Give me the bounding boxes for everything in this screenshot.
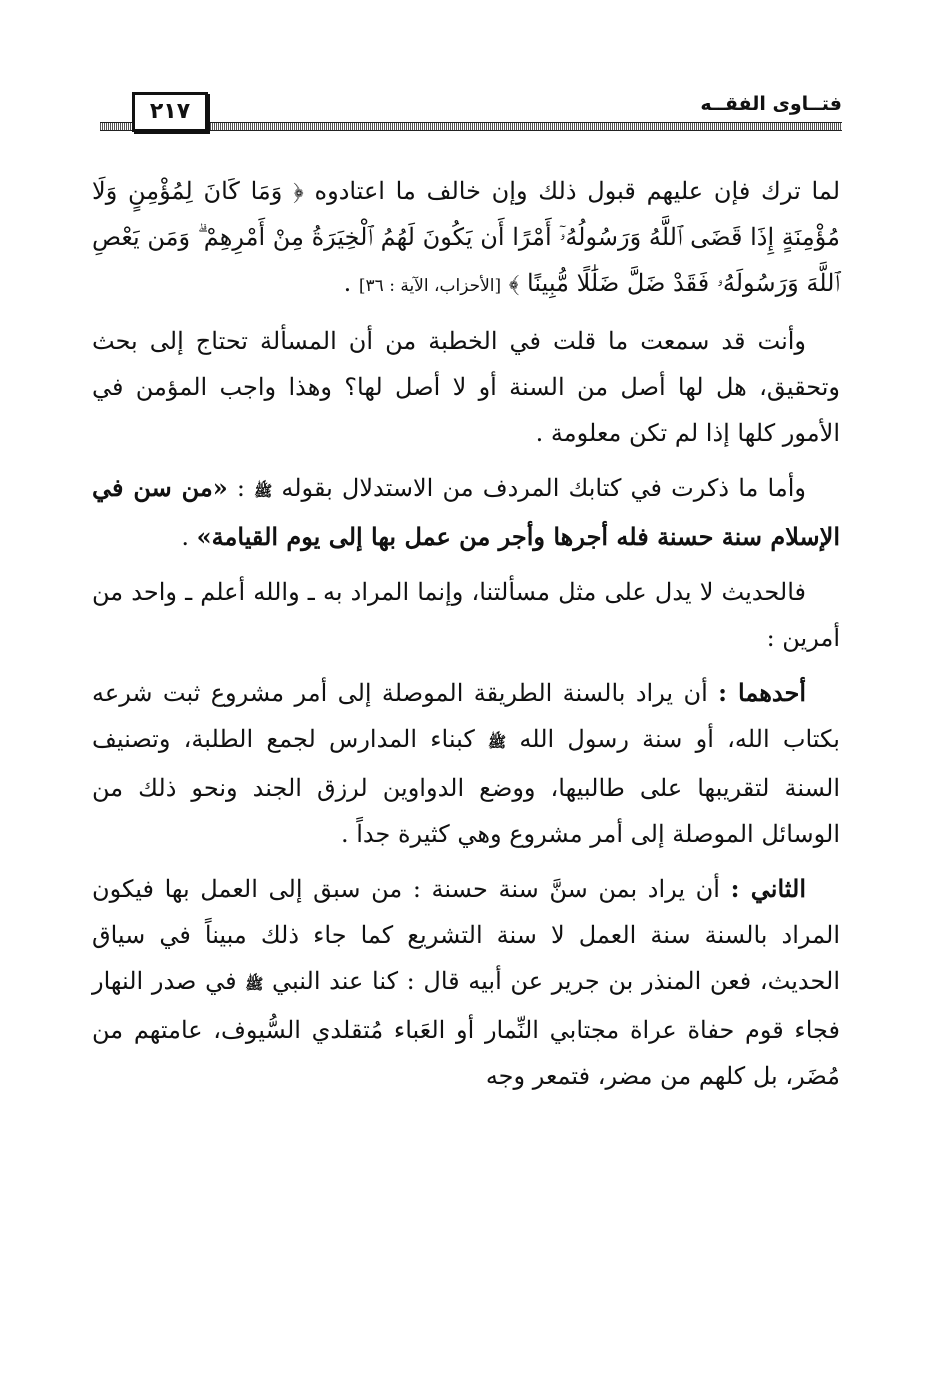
paragraph-sermon bbox=[92, 318, 840, 456]
salutation-glyph: ﷺ bbox=[245, 975, 264, 993]
lead-word: أحدهما : bbox=[718, 678, 806, 707]
paragraph-text-continued: كبناء المدارس لجمع الطلبة، وتصنيف السنة لتقريبها على طالبيها، ووضع الدواوين لرزق الجند ونحو ذلك من الوسائل الموصلة إلى أمر مشروع وهي كثيرة جداً . bbox=[92, 725, 840, 848]
book-title: فتــاوى الفقــه bbox=[690, 90, 842, 118]
salutation-glyph: ﷺ bbox=[254, 482, 273, 500]
page-number: ٢١٧ bbox=[132, 92, 208, 132]
paragraph-text: فالحديث لا يدل على مثل مسألتنا، وإنما المراد به ـ والله أعلم ـ واحد من أمرين : bbox=[92, 578, 840, 652]
paragraph-text-continued: في صدر النهار فجاء قوم حفاة عراة مجتابي النِّمار أو العَباء مُتقلدي السُّيوف، عامتهم من مُضَر، بل كلهم من مضر، فتمعر وجه bbox=[92, 967, 840, 1090]
colon: : bbox=[236, 474, 245, 502]
page-header bbox=[100, 92, 842, 136]
quran-verse: ﴿ وَمَا كَانَ لِمُؤْمِنٍ وَلَا مُؤْمِنَةٍ إِذَا قَضَى ٱللَّهُ وَرَسُولُهُۥٓ أَمْرًا أَن يَكُونَ لَهُمُ ٱلْخِيَرَةُ مِنْ أَمْرِهِمْ ۗ وَمَن يَعْصِ ٱللَّهَ وَرَسُولَهُۥ فَقَدْ ضَلَّ ضَلَٰلًا مُّبِينًا ﴾ bbox=[92, 177, 840, 297]
verse-reference: [الأحزاب، الآية : ٣٦] bbox=[358, 276, 502, 296]
paragraph-text: لما ترك فإن عليهم قبول ذلك وإن خالف ما اعتادوه bbox=[314, 177, 840, 205]
paragraph-text: وأنت قد سمعت ما قلت في الخطبة من أن المسألة تحتاج إلى بحث وتحقيق، هل لها أصل من السنة أو لا أصل لها؟ وهذا واجب المؤمن في الأمور كلها إذا لم تكن معلومة . bbox=[92, 327, 840, 447]
lead-word: الثاني : bbox=[730, 874, 806, 903]
paragraph-end: . bbox=[181, 523, 190, 551]
paragraph-end: . bbox=[343, 269, 352, 297]
body-text bbox=[92, 168, 840, 1108]
header-rule bbox=[100, 122, 842, 131]
hadith-text: «من سن في الإسلام سنة حسنة فله أجرها وأجر من عمل بها إلى يوم القيامة» bbox=[92, 473, 840, 551]
paragraph-text: أن يراد بالسنة الطريقة الموصلة إلى أمر مشروع ثبت شرعه بكتاب الله، أو سنة رسول الله bbox=[92, 679, 840, 753]
paragraph-quran-citation bbox=[92, 168, 840, 309]
paragraph-second-matter bbox=[92, 866, 840, 1099]
paragraph-hadith bbox=[92, 465, 840, 560]
paragraph-first-matter bbox=[92, 670, 840, 857]
paragraph-text: وأما ما ذكرت في كتابك المردف من الاستدلال بقوله bbox=[281, 474, 806, 502]
paragraph-text: أن يراد بمن سنَّ سنة حسنة : من سبق إلى العمل بها فيكون المراد بالسنة سنة العمل لا سنة التشريع كما جاء ذلك مبيناً في سياق الحديث، فعن المنذر بن جرير عن أبيه قال : كنا عند النبي bbox=[92, 875, 840, 995]
salutation-glyph: ﷺ bbox=[488, 733, 507, 751]
paragraph-two-matters bbox=[92, 569, 840, 661]
